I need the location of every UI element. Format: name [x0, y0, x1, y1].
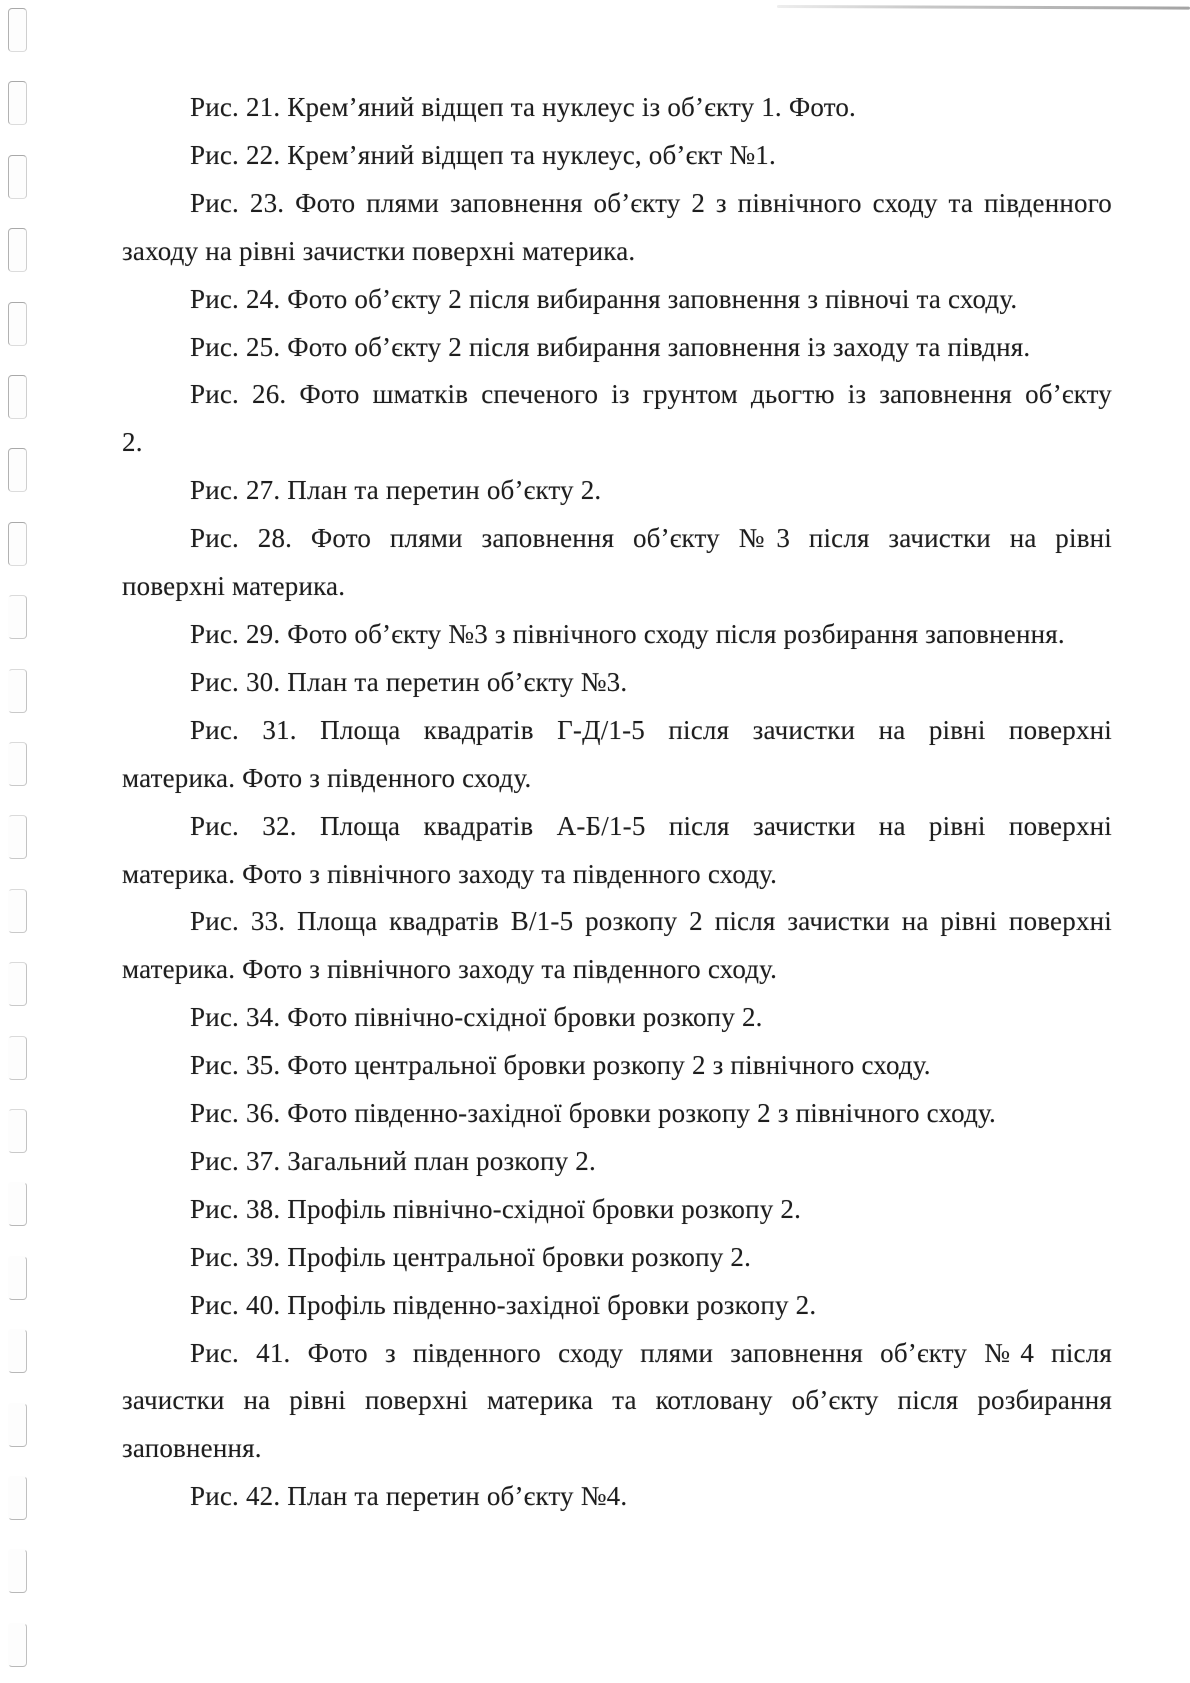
figure-caption-line: Рис. 27. План та перетин об’єкту 2.	[190, 475, 602, 506]
scan-edge-line-artifact	[777, 5, 1190, 9]
figure-caption-line: Рис. 40. Профіль південно-західної бровки розкопу 2.	[190, 1289, 817, 1320]
binding-hole-artifact	[8, 8, 27, 52]
figure-caption-line: Рис. 23. Фото плями заповнення об’єкту 2 з північного сходу та південного	[190, 187, 1112, 218]
figure-entry-23	[122, 180, 1112, 276]
binding-hole-artifact	[8, 1329, 27, 1373]
binding-hole-artifact	[8, 1403, 27, 1447]
figure-entry-30	[122, 659, 1112, 707]
figure-entry-36	[122, 1090, 1112, 1138]
figure-caption-line: зачистки на рівні поверхні материка та котловану об’єкту після розбирання	[122, 1385, 1112, 1416]
binding-hole-artifact	[8, 1256, 27, 1300]
figure-entry-22	[122, 132, 1112, 180]
figure-entry-42	[122, 1473, 1112, 1521]
binding-hole-artifact	[8, 595, 27, 639]
figure-entry-27	[122, 467, 1112, 515]
figure-caption-line: Рис. 42. План та перетин об’єкту №4.	[190, 1481, 628, 1512]
figure-caption-line: материка. Фото з південного сходу.	[122, 762, 532, 793]
figure-caption-line: Рис. 26. Фото шматків спеченого із грунтом дьогтю із заповнення об’єкту	[190, 379, 1112, 410]
figure-caption-line: материка. Фото з північного заходу та південного сходу.	[122, 858, 778, 889]
binding-hole-artifact	[8, 1109, 27, 1153]
figure-caption-line: Рис. 34. Фото північно-східної бровки розкопу 2.	[190, 1002, 763, 1033]
binding-hole-artifact	[8, 1476, 27, 1520]
binding-hole-artifact	[8, 522, 27, 566]
figure-caption-line: Рис. 32. Площа квадратів А-Б/1-5 після зачистки на рівні поверхні	[190, 810, 1112, 841]
figure-entry-25	[122, 324, 1112, 372]
figure-entry-34	[122, 994, 1112, 1042]
figure-caption-line: Рис. 31. Площа квадратів Г-Д/1-5 після зачистки на рівні поверхні	[190, 714, 1112, 745]
binding-hole-artifact	[8, 228, 27, 272]
figure-caption-line: Рис. 30. План та перетин об’єкту №3.	[190, 666, 628, 697]
figure-caption-line: Рис. 39. Профіль центральної бровки розкопу 2.	[190, 1241, 752, 1272]
figure-entry-29	[122, 611, 1112, 659]
figure-caption-line: Рис. 21. Крем’яний відщеп та нуклеус із об’єкту 1. Фото.	[190, 92, 857, 122]
binding-hole-artifact	[8, 1549, 27, 1593]
figure-caption-line: Рис. 38. Профіль північно-східної бровки розкопу 2.	[190, 1193, 802, 1224]
figure-caption-line: Рис. 22. Крем’яний відщеп та нуклеус, об’єкт №1.	[190, 139, 776, 170]
figure-entry-41	[122, 1330, 1112, 1474]
figure-entry-38	[122, 1186, 1112, 1234]
figure-caption-line: 2.	[122, 427, 143, 458]
figure-entry-39	[122, 1234, 1112, 1282]
binding-hole-artifact	[8, 448, 27, 492]
binding-hole-artifact	[8, 302, 27, 346]
binding-hole-artifact	[8, 889, 27, 933]
binding-holes-column	[0, 0, 40, 1683]
figure-entry-32	[122, 803, 1112, 899]
binding-hole-artifact	[8, 742, 27, 786]
binding-hole-artifact	[8, 962, 27, 1006]
figure-entry-35	[122, 1042, 1112, 1090]
figure-entry-26	[122, 371, 1112, 467]
figure-caption-line: Рис. 35. Фото центральної бровки розкопу 2 з північного сходу.	[190, 1050, 931, 1081]
binding-hole-artifact	[8, 375, 27, 419]
figure-caption-line: заходу на рівні зачистки поверхні материка.	[122, 235, 636, 266]
figure-caption-line: Рис. 36. Фото південно-західної бровки розкопу 2 з північного сходу.	[190, 1098, 996, 1129]
binding-hole-artifact	[8, 669, 27, 713]
binding-hole-artifact	[8, 1036, 27, 1080]
figure-caption-line: Рис. 28. Фото плями заповнення об’єкту №3 після зачистки на рівні	[190, 523, 1112, 554]
binding-hole-artifact	[8, 155, 27, 199]
figure-entry-24	[122, 276, 1112, 324]
figure-caption-line: Рис. 29. Фото об’єкту №3 з північного сходу після розбирання заповнення.	[190, 618, 1065, 649]
binding-hole-artifact	[8, 1623, 27, 1667]
figure-list	[122, 84, 1112, 1521]
binding-hole-artifact	[8, 81, 27, 125]
figure-entry-31	[122, 707, 1112, 803]
figure-caption-line: Рис. 24. Фото об’єкту 2 після вибирання заповнення з півночі та сходу.	[190, 283, 1018, 314]
figure-entry-21	[122, 84, 1112, 132]
figure-caption-line: материка. Фото з північного заходу та південного сходу.	[122, 954, 778, 985]
binding-hole-artifact	[8, 815, 27, 859]
figure-caption-line: Рис. 41. Фото з південного сходу плями заповнення об’єкту №4 після	[190, 1337, 1112, 1368]
figure-entry-28	[122, 515, 1112, 611]
binding-hole-artifact	[8, 1182, 27, 1226]
figure-entry-40	[122, 1282, 1112, 1330]
figure-caption-line: поверхні материка.	[122, 571, 346, 602]
figure-entry-37	[122, 1138, 1112, 1186]
figure-caption-line: заповнення.	[122, 1433, 262, 1464]
figure-caption-line: Рис. 25. Фото об’єкту 2 після вибирання заповнення із заходу та півдня.	[190, 331, 1031, 362]
figure-caption-line: Рис. 37. Загальний план розкопу 2.	[190, 1145, 596, 1176]
figure-entry-33	[122, 898, 1112, 994]
figure-caption-line: Рис. 33. Площа квадратів В/1-5 розкопу 2 після зачистки на рівні поверхні	[190, 906, 1112, 937]
